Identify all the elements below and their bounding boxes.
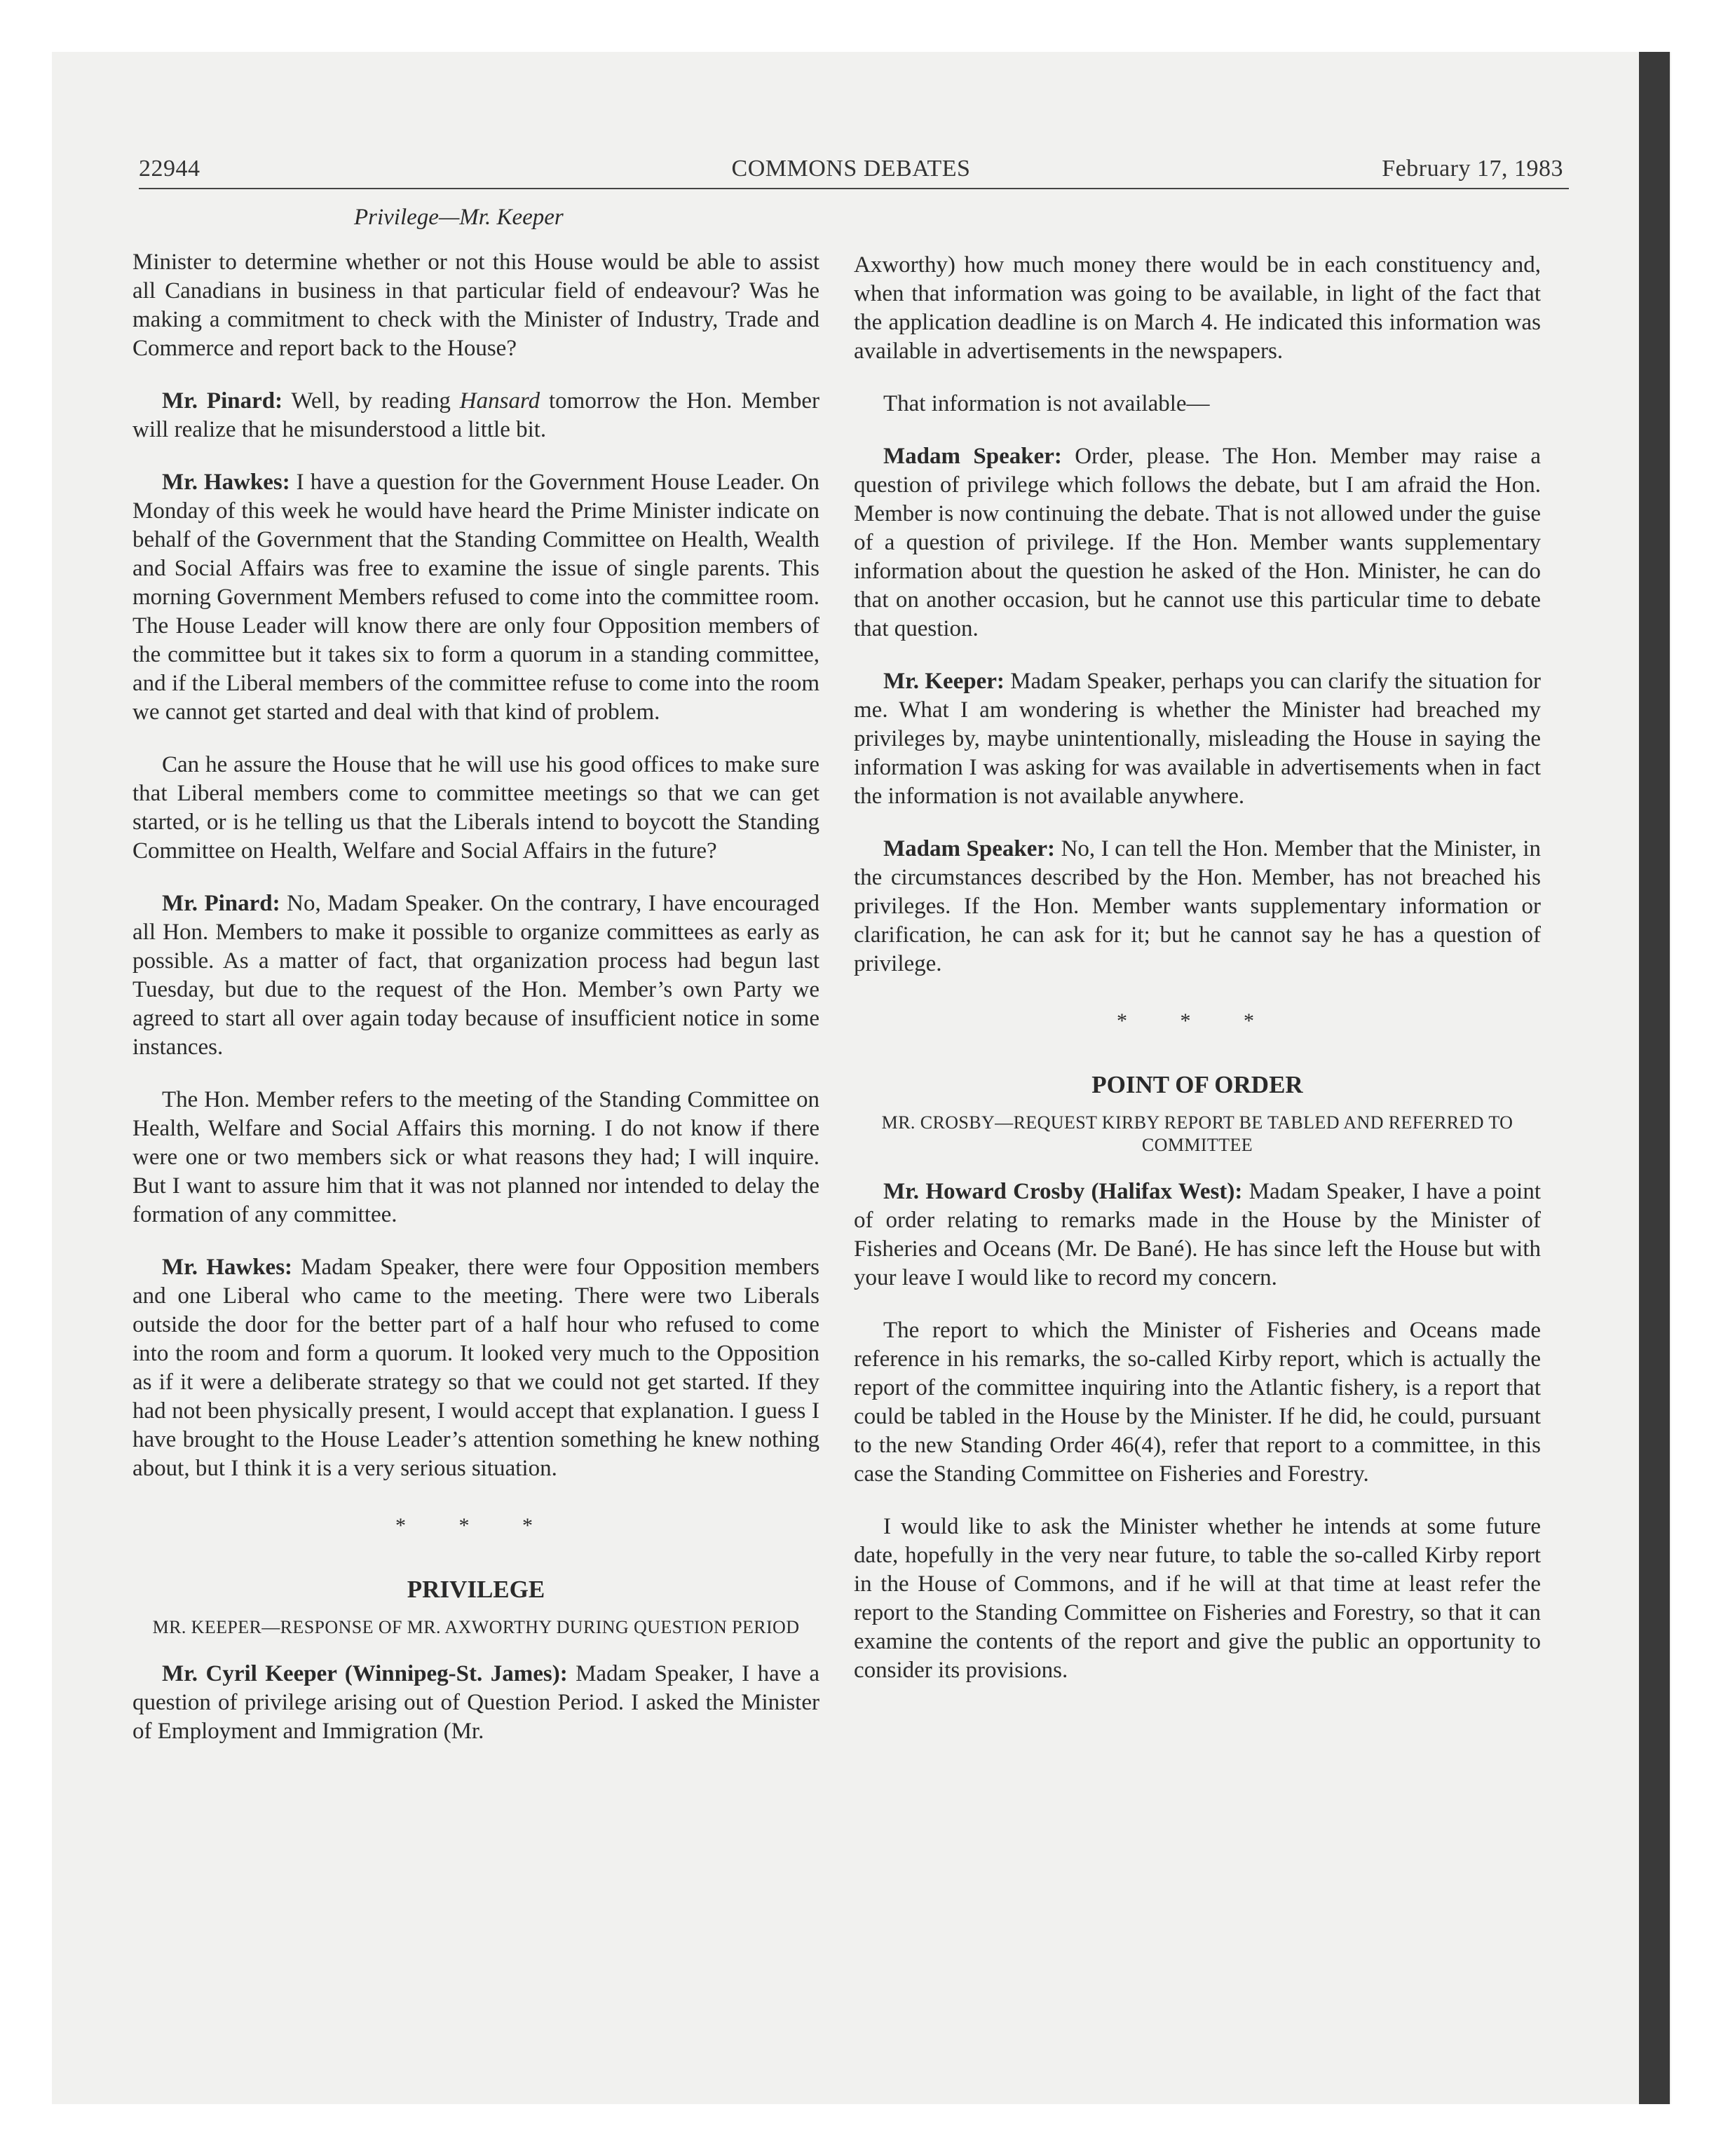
paragraph: I would like to ask the Minister whether he intends at some future date, hopefully in the very near future, to table the so-called Kirby report in the House of Commons, and if he will at that time at least refer the report to the Standing Committee on Fisheries and Forestry, so that it can examine the contents of the report and give the public an opportunity to consider its provisions. xyxy=(854,1514,1541,1683)
speaker-name: Mr. Pinard: xyxy=(162,388,283,414)
section-subheading: MR. CROSBY—REQUEST KIRBY REPORT BE TABLED AND REFERRED TO COMMITTEE xyxy=(881,1112,1513,1155)
emphasis: Hansard xyxy=(459,388,540,414)
speaker-name: Mr. Pinard: xyxy=(162,891,280,916)
section-heading: PRIVILEGE xyxy=(407,1576,545,1603)
speaker-name: Madam Speaker: xyxy=(883,836,1056,861)
publication-date: February 17, 1983 xyxy=(1382,156,1563,182)
page-edge-shadow xyxy=(1639,52,1670,2104)
speech-paragraph: Madam Speaker: No, I can tell the Hon. Member that the Minister, in the circumstances described by the Hon. Member, has not breached his privileges. If the Hon. Member wants supplementary information or clarification, he can ask for it; but he cannot say he has a question of privilege. xyxy=(854,836,1541,976)
paragraph: The report to which the Minister of Fisheries and Oceans made reference in his remarks, the so-called Kirby report, which is actually the report of the committee inquiring into the Atlantic fishery, is a report that could be tabled in the House by the Minister. If he did, he could, pursuant to the new Standing Order 46(4), refer that report to a committee, in this case the Standing Committee on Fisheries and Forestry. xyxy=(854,1318,1541,1487)
speech-paragraph: Mr. Pinard: Well, by reading Hansard tomorrow the Hon. Member will realize that he misunderstood a little bit. xyxy=(132,388,820,442)
speech-paragraph: Mr. Hawkes: Madam Speaker, there were four Opposition members and one Liberal who came to the meeting. There were two Liberals outside the door for the better part of a half hour who refused to come into the room and form a quorum. It looked very much to the Opposition as if it were a deliberate strategy so that we could not get started. If they had not been physically present, I would accept that explanation. I guess I have brought to the House Leader’s attention something he knew nothing about, but I think it is a very serious situation. xyxy=(132,1255,819,1481)
paragraph: Can he assure the House that he will use his good offices to make sure that Liberal members come to committee meetings so that we can get started, or is he telling us that the Liberals intend to boycott the Standing Committee on Health, Welfare and Social Affairs in the future? xyxy=(132,752,819,864)
speaker-name: Mr. Hawkes: xyxy=(162,1255,293,1280)
section-divider: * * * xyxy=(1117,1009,1278,1032)
speech-paragraph: Mr. Pinard: No, Madam Speaker. On the contrary, I have encouraged all Hon. Members to make it possible to organize committees as early as possible. As a matter of fact, that organization process had begun last Tuesday, but due to the request of the Hon. Member’s own Party we agreed to start all over again today because of insufficient notice in some instances. xyxy=(132,891,820,1060)
speech-paragraph: Mr. Howard Crosby (Halifax West): Madam Speaker, I have a point of order relating to remarks made in the House by the Minister of Fisheries and Oceans (Mr. De Bané). He has since left the House but with your leave I would like to record my concern. xyxy=(854,1179,1541,1290)
speech-paragraph: Mr. Hawkes: I have a question for the Government House Leader. On Monday of this week he would have heard the Prime Minister indicate on behalf of the Government that the Standing Committee on Health, Wealth and Social Affairs was free to examine the issue of single parents. This morning Government Members refused to come into the committee room. The House Leader will know there are only four Opposition members of the committee but it takes six to form a quorum in a standing committee, and if the Liberal members of the committee refuse to come into the room we cannot get started and deal with that kind of problem. xyxy=(132,470,819,725)
speech-paragraph: Mr. Cyril Keeper (Winnipeg-St. James): Madam Speaker, I have a question of privilege arising out of Question Period. I asked the Minister of Employment and Immigration (Mr. xyxy=(132,1661,819,1744)
paragraph: That information is not available— xyxy=(883,391,1210,416)
speech-paragraph: Madam Speaker: Order, please. The Hon. Member may raise a question of privilege which follows the debate, but I am afraid the Hon. Member is now continuing the debate. That is not allowed under the guise of a question of privilege. If the Hon. Member wants supplementary information about the question he asked of the Hon. Minister, he can do that on another occasion, but he cannot use this particular time to debate that question. xyxy=(854,444,1541,641)
paragraph: Axworthy) how much money there would be in each constituency and, when that information was going to be available, in light of the fact that the application deadline is on March 4. He indicated this information was available in advertisements in the newspapers. xyxy=(854,252,1541,364)
paragraph: The Hon. Member refers to the meeting of the Standing Committee on Health, Welfare and Social Affairs this morning. I do not know if there were one or two members sick or what reasons they had; I will inquire. But I want to assure him that it was not planned nor intended to delay the formation of any committee. xyxy=(132,1087,819,1227)
speaker-name: Madam Speaker: xyxy=(883,444,1062,469)
section-subheading: MR. KEEPER—RESPONSE OF MR. AXWORTHY DURING QUESTION PERIOD xyxy=(152,1617,800,1637)
left-column xyxy=(132,248,819,1770)
publication-title: COMMONS DEBATES xyxy=(731,156,971,182)
speaker-name: Mr. Keeper: xyxy=(883,669,1005,694)
speech-paragraph: Mr. Keeper: Madam Speaker, perhaps you can clarify the situation for me. What I am wondering is whether the Minister had breached my privileges by, maybe unintentionally, misleading the House in saying the information I was asking for was available in advertisements when in fact the information is not available anywhere. xyxy=(854,669,1541,809)
running-head: Privilege—Mr. Keeper xyxy=(354,205,564,230)
speaker-name: Mr. Howard Crosby (Halifax West): xyxy=(883,1179,1243,1204)
paragraph: Minister to determine whether or not this House would be able to assist all Canadians in business in that particular field of endeavour? Was he making a commitment to check with the Minister of Industry, Trade and Commerce and report back to the House? xyxy=(132,250,819,361)
header-rule xyxy=(139,188,1569,189)
speaker-name: Mr. Cyril Keeper (Winnipeg-St. James): xyxy=(162,1661,568,1686)
section-divider: * * * xyxy=(395,1514,557,1537)
right-column xyxy=(854,251,1541,1709)
page-number: 22944 xyxy=(139,156,200,182)
speaker-name: Mr. Hawkes: xyxy=(162,470,290,495)
section-heading: POINT OF ORDER xyxy=(1091,1071,1303,1098)
